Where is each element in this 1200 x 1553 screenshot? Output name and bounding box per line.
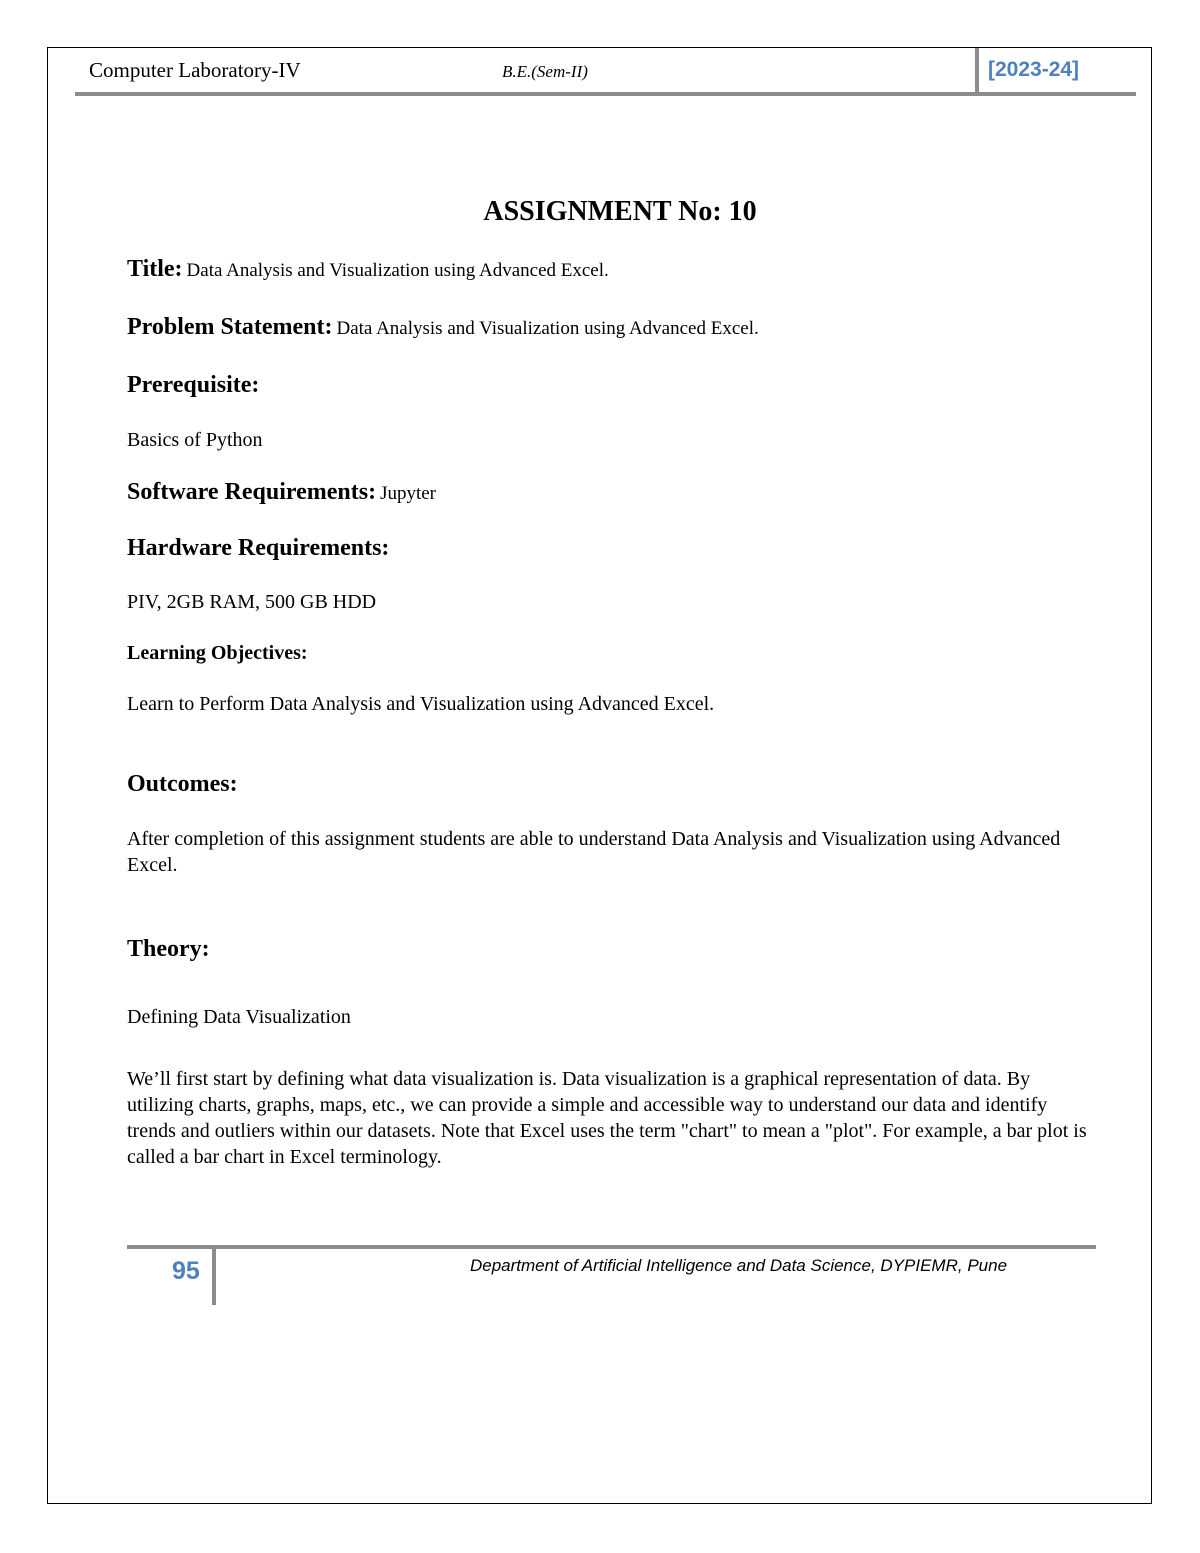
- problem-statement-line: [127, 314, 759, 341]
- page-number: 95: [172, 1257, 200, 1285]
- software-value: Jupyter: [380, 483, 437, 504]
- software-label: Software Requirements:: [127, 479, 377, 505]
- hardware-label: Hardware Requirements:: [127, 535, 390, 561]
- learning-objectives-value: Learn to Perform Data Analysis and Visualization using Advanced Excel.: [127, 693, 715, 715]
- learning-objectives-label: Learning Objectives:: [127, 642, 308, 664]
- footer-divider: [212, 1245, 216, 1305]
- prerequisite-value: Basics of Python: [127, 429, 263, 451]
- prerequisite-label: Prerequisite:: [127, 372, 260, 398]
- header-divider: [975, 48, 979, 96]
- theory-paragraph: We’ll first start by defining what data visualization is. Data visualization is a graphical representation of data. By utilizing charts, graphs, maps, etc., we can provide a simple and accessible way to understand our data and identify trends and outliers within our datasets. Note that Excel uses the term "chart" to mean a "plot". For example, a bar plot is called a bar chart in Excel terminology.: [127, 1068, 1087, 1168]
- outcomes-label: Outcomes:: [127, 771, 238, 797]
- problem-statement-value: Data Analysis and Visualization using Advanced Excel.: [336, 318, 759, 339]
- footer-rule: [127, 1245, 1096, 1249]
- assignment-title: ASSIGNMENT No: 10: [483, 196, 757, 227]
- outcomes-value: After completion of this assignment students are able to understand Data Analysis and Visualization using Advanced Excel.: [127, 828, 1061, 876]
- title-value: Data Analysis and Visualization using Advanced Excel.: [186, 260, 609, 281]
- header-year: [2023-24]: [988, 58, 1080, 81]
- theory-subheading: Defining Data Visualization: [127, 1006, 351, 1028]
- hardware-value: PIV, 2GB RAM, 500 GB HDD: [127, 591, 377, 613]
- problem-statement-label: Problem Statement:: [127, 314, 333, 340]
- theory-label: Theory:: [127, 936, 210, 962]
- software-line: [127, 479, 436, 506]
- header-class: B.E.(Sem-II): [502, 62, 588, 81]
- title-line: [127, 256, 609, 283]
- title-label: Title:: [127, 256, 183, 282]
- header-course: Computer Laboratory-IV: [89, 58, 301, 82]
- footer-department: Department of Artificial Intelligence and Data Science, DYPIEMR, Pune: [470, 1256, 1008, 1275]
- header-rule: [75, 92, 1136, 96]
